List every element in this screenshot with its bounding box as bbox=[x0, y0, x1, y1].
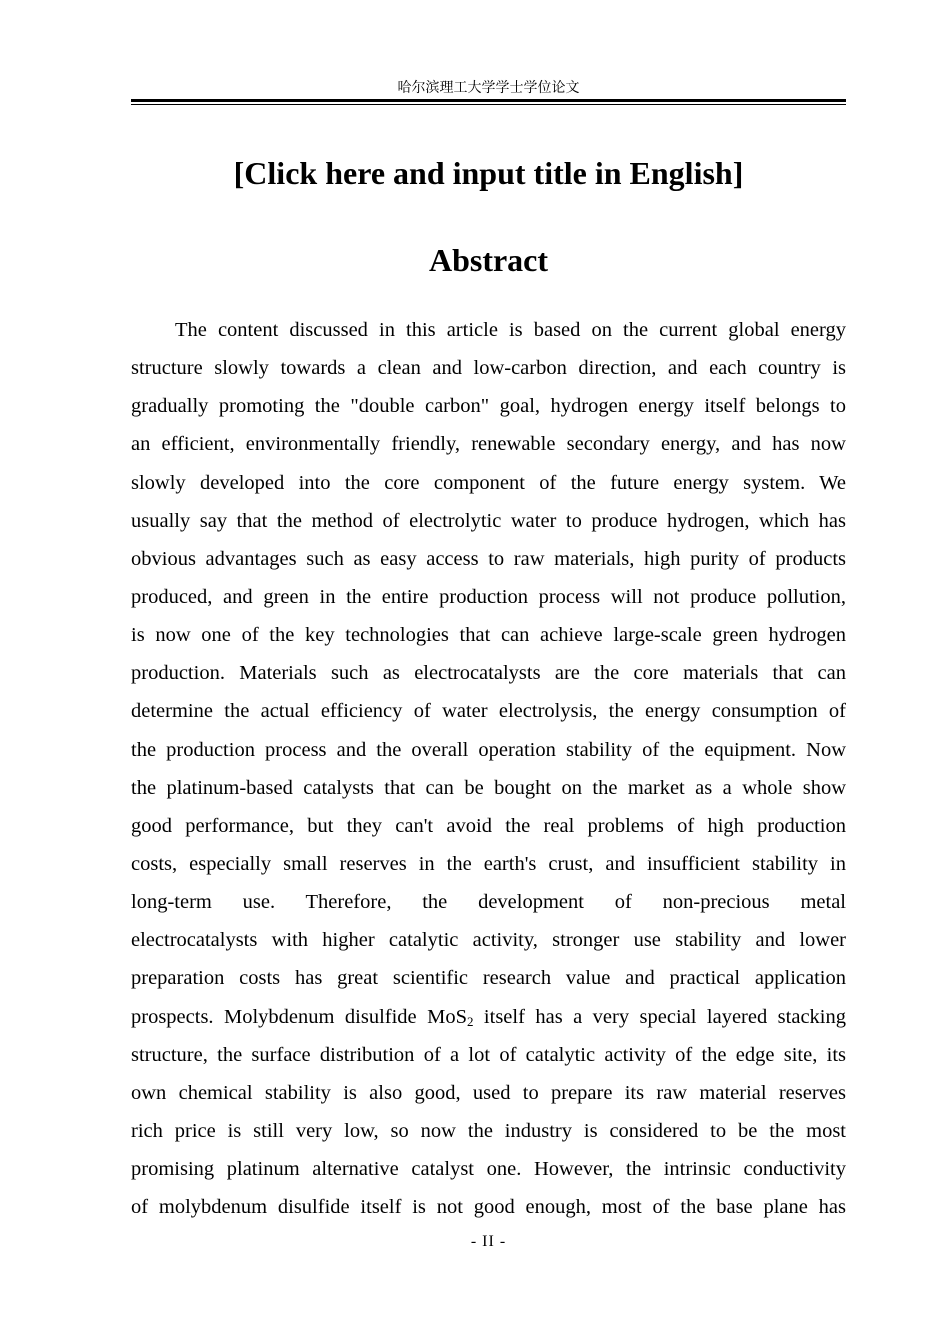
abstract-line: the platinum-based catalysts that can be bought on the market as a whole show bbox=[131, 776, 846, 799]
header-rule-thin bbox=[131, 104, 846, 105]
abstract-line: produced, and green in the entire production process will not produce pollution, bbox=[131, 585, 846, 608]
abstract-line: slowly developed into the core component of the future energy system. We bbox=[131, 471, 846, 494]
header-rule-thick bbox=[131, 99, 846, 102]
page-number: - II - bbox=[470, 1233, 507, 1250]
abstract-line: production. Materials such as electrocatalysts are the core materials that can bbox=[131, 662, 846, 685]
abstract-line: The content discussed in this article is based on the current global energy bbox=[175, 319, 846, 341]
thesis-title-placeholder[interactable]: [Click here and input title in English] bbox=[233, 155, 744, 191]
mos2-text-before: prospects. Molybdenum disulfide MoS bbox=[131, 1005, 467, 1028]
abstract-body bbox=[131, 311, 846, 1226]
abstract-line: preparation costs has great scientific research value and practical application bbox=[131, 967, 846, 990]
abstract-line: obvious advantages such as easy access to raw materials, high purity of products bbox=[131, 547, 846, 570]
abstract-line: of molybdenum disulfide itself is not good enough, most of the base plane has bbox=[131, 1196, 846, 1219]
abstract-line: promising platinum alternative catalyst one. However, the intrinsic conductivity bbox=[131, 1158, 846, 1181]
abstract-line: long-term use. Therefore, the development of non-precious metal bbox=[131, 891, 846, 914]
abstract-line: electrocatalysts with higher catalytic activity, stronger use stability and lower bbox=[131, 929, 846, 952]
mos2-subscript: 2 bbox=[466, 1013, 474, 1029]
abstract-line: costs, especially small reserves in the earth's crust, and insufficient stability in bbox=[131, 852, 846, 875]
abstract-line: own chemical stability is also good, used to prepare its raw material reserves bbox=[131, 1081, 846, 1104]
abstract-heading: Abstract bbox=[428, 242, 549, 278]
abstract-line: determine the actual efficiency of water electrolysis, the energy consumption of bbox=[131, 700, 846, 723]
mos2-text-after: itself has a very special layered stacking bbox=[473, 1005, 846, 1028]
abstract-line: rich price is still very low, so now the industry is considered to be the most bbox=[131, 1119, 846, 1142]
abstract-line: structure, the surface distribution of a lot of catalytic activity of the edge site, its bbox=[131, 1043, 846, 1066]
abstract-line: gradually promoting the "double carbon" goal, hydrogen energy itself belongs to bbox=[131, 395, 846, 418]
running-header: 哈尔滨理工大学学士学位论文 bbox=[397, 80, 580, 96]
abstract-line: structure slowly towards a clean and low-carbon direction, and each country is bbox=[131, 357, 846, 380]
abstract-line: is now one of the key technologies that can achieve large-scale green hydrogen bbox=[131, 624, 846, 647]
abstract-line: good performance, but they can't avoid the real problems of high production bbox=[131, 814, 846, 837]
abstract-line: the production process and the overall operation stability of the equipment. Now bbox=[131, 738, 846, 761]
abstract-line-mos2 bbox=[131, 998, 846, 1036]
abstract-line: usually say that the method of electrolytic water to produce hydrogen, which has bbox=[131, 509, 846, 532]
abstract-line: an efficient, environmentally friendly, renewable secondary energy, and has now bbox=[131, 433, 846, 456]
